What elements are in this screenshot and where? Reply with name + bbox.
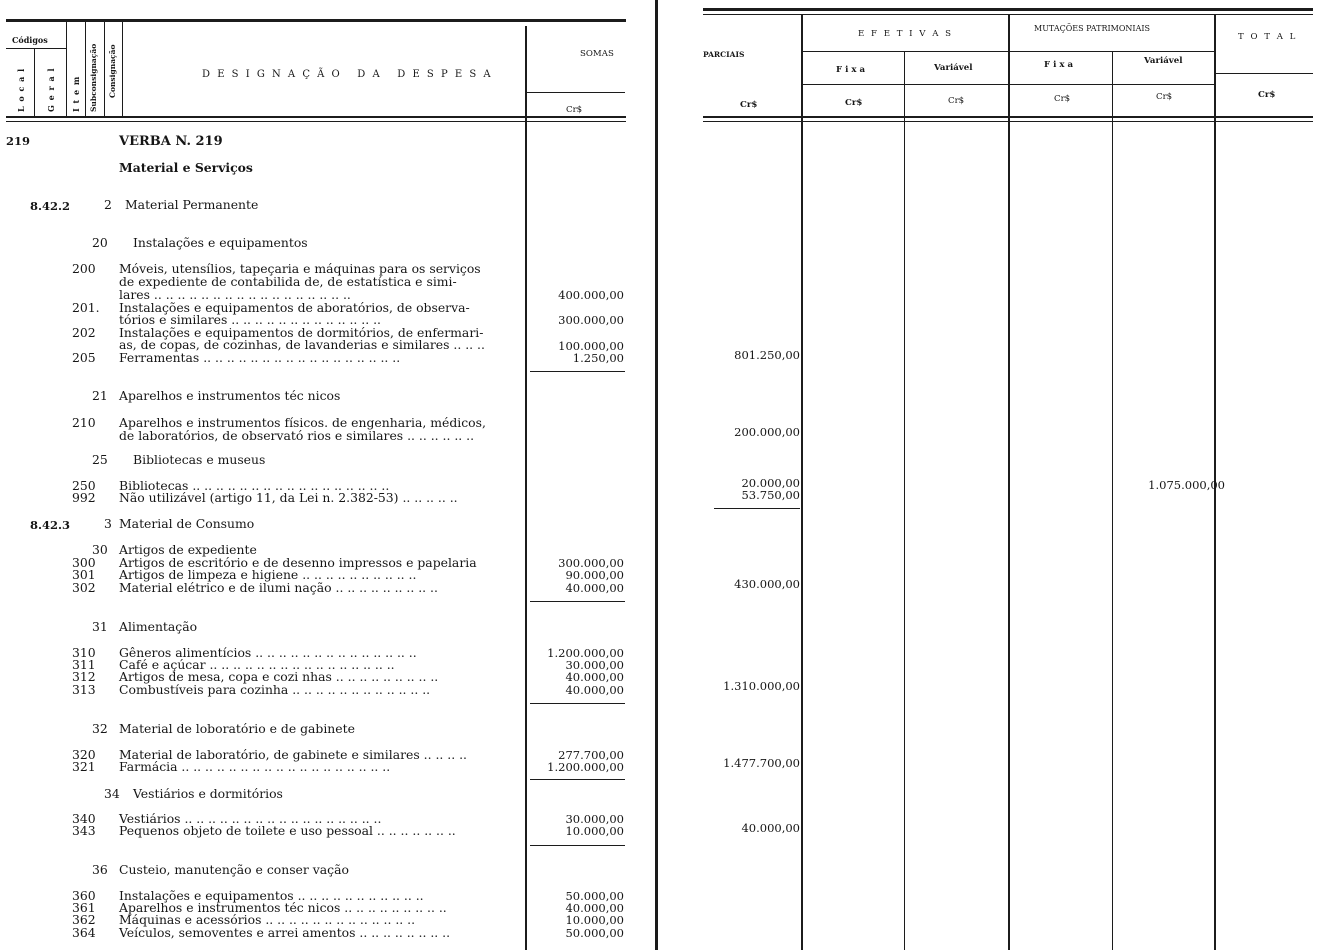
item-line: Vestiários .. .. .. .. .. .. .. .. .. .. .. .. .. .. .. .. ..: [119, 811, 382, 826]
item-line: Artigos de mesa, copa e cozi nhas .. .. .. .. .. .. .. .. ..: [119, 669, 439, 684]
item-value: 40.000,00: [565, 683, 624, 697]
item-code: 201.: [72, 300, 100, 315]
item-value: 10.000,00: [565, 824, 624, 838]
currency-variavel: Cr$: [948, 96, 965, 106]
efetivas-header: E F E T I V A S: [858, 29, 954, 39]
total-header: T O T A L: [1238, 32, 1298, 42]
item-value: 100.000,00: [558, 339, 624, 353]
item-line: de laboratórios, de observató rios e similares .. .. .. .. .. ..: [119, 428, 475, 443]
header-bottom-rule: [6, 116, 626, 118]
fixa-header: F i x a: [836, 65, 866, 75]
item-line: Bibliotecas .. .. .. .. .. .. .. .. .. .. .. .. .. .. .. .. ..: [119, 478, 390, 493]
item-value: 50.000,00: [565, 926, 624, 940]
mut-fixa-col-rule: [1112, 52, 1113, 950]
total-rule: [1216, 73, 1313, 74]
item-line: Instalações e equipamentos de aboratórios, de observa-: [119, 300, 470, 315]
partial-value: 200.000,00: [734, 425, 800, 439]
item-value: 10.000,00: [565, 913, 624, 927]
section-code: 8.42.2: [30, 199, 71, 213]
item-code: 205: [72, 350, 96, 365]
right-page: [676, 0, 1323, 950]
item-code: 310: [72, 645, 96, 660]
item-line: Gêneros alimentícios .. .. .. .. .. .. .. .. .. .. .. .. .. ..: [119, 645, 417, 660]
partial-value: 801.250,00: [734, 348, 800, 362]
subtotal-rule: [530, 779, 625, 780]
partials-rule: [714, 508, 800, 509]
group-num: 25: [92, 452, 108, 467]
currency-parciais: Cr$: [740, 100, 758, 110]
item-code: 362: [72, 912, 96, 927]
item-line: Combustíveis para cozinha .. .. .. .. .. .. .. .. .. .. .. ..: [119, 682, 431, 697]
currency-mut-fixa: Cr$: [1054, 94, 1071, 104]
verba-subtitle: Material e Serviços: [119, 160, 253, 175]
partial-value: 430.000,00: [734, 577, 800, 591]
item-code: 361: [72, 900, 96, 915]
group-num: 31: [92, 619, 108, 634]
fixa-col-rule: [904, 52, 905, 950]
item-value: 40.000,00: [565, 901, 624, 915]
subtotal-rule: [530, 371, 625, 372]
group-num: 34: [104, 786, 120, 801]
item-label: I t e m: [71, 75, 81, 112]
subconsignacao-label: Subconsignação: [89, 43, 98, 112]
item-value: 90.000,00: [565, 568, 624, 582]
header-bottom-rule-2: [6, 121, 626, 122]
partial-value: 53.750,00: [741, 488, 800, 502]
item-line: Ferramentas .. .. .. .. .. .. .. .. .. .. .. .. .. .. .. .. ..: [119, 350, 401, 365]
top-rule: [703, 8, 1313, 11]
item-code: 360: [72, 888, 96, 903]
page-gutter: [655, 0, 658, 950]
mut-fixa-header: F i x a: [1044, 60, 1074, 70]
item-value: 30.000,00: [565, 812, 624, 826]
item-code: 320: [72, 747, 96, 762]
item-code: 250: [72, 478, 96, 493]
item-line: Farmácia .. .. .. .. .. .. .. .. .. .. .. .. .. .. .. .. .. ..: [119, 759, 391, 774]
item-line: Instalações e equipamentos .. .. .. .. .. .. .. .. .. .. ..: [119, 888, 424, 903]
section-num: 2: [104, 197, 112, 212]
group-num: 32: [92, 721, 108, 736]
item-line: Material de laboratório, de gabinete e similares .. .. .. ..: [119, 747, 467, 762]
item-line: lares .. .. .. .. .. .. .. .. .. .. .. .. .. .. .. .. ..: [119, 287, 351, 302]
group-num: 20: [92, 235, 108, 250]
efetivas-underline: [803, 51, 1214, 52]
item-code: 202: [72, 325, 96, 340]
item-value: 300.000,00: [558, 313, 624, 327]
item-code: 321: [72, 759, 96, 774]
section-num: 3: [104, 516, 112, 531]
col-sep: [104, 22, 105, 116]
group-label: Aparelhos e instrumentos téc nicos: [119, 388, 341, 403]
group-num: 36: [92, 862, 108, 877]
somas-header: SOMAS: [580, 49, 614, 59]
item-value: 1.250,00: [572, 351, 624, 365]
partial-value: 20.000,00: [741, 476, 800, 490]
item-code: 300: [72, 555, 96, 570]
partial-value: 1.310.000,00: [723, 679, 800, 693]
section-code: 8.42.3: [30, 518, 71, 532]
group-label: Artigos de expediente: [119, 542, 257, 557]
top-rule: [6, 19, 626, 22]
item-value: 400.000,00: [558, 288, 624, 302]
item-value: 40.000,00: [565, 670, 624, 684]
group-label: Bibliotecas e museus: [133, 452, 266, 467]
item-line: Não utilizável (artigo 11, da Lei n. 2.382-53) .. .. .. .. ..: [119, 490, 458, 505]
designacao-header: D E S I G N A Ç Ã O D A D E S P E S A: [202, 69, 493, 80]
item-line: Máquinas e acessórios .. .. .. .. .. .. .. .. .. .. .. .. ..: [119, 912, 416, 927]
col-sep: [85, 22, 86, 116]
verba-title: VERBA N. 219: [119, 134, 223, 149]
variavel-header: Variável: [934, 63, 973, 73]
item-line: Material elétrico e de ilumi nação .. .. .. .. .. .. .. .. ..: [119, 580, 438, 595]
geral-label: G e r a l: [46, 67, 56, 112]
item-code: 312: [72, 669, 96, 684]
item-value: 1.200.000,00: [547, 760, 624, 774]
currency-fixa: Cr$: [845, 98, 863, 108]
codigos-label: Códigos: [12, 35, 48, 45]
local-label: L o c a l: [16, 67, 26, 112]
item-code: 313: [72, 682, 96, 697]
item-line: Veículos, semoventes e arrei amentos .. .. .. .. .. .. .. ..: [119, 925, 451, 940]
item-code: 340: [72, 811, 96, 826]
item-line: Café e açúcar .. .. .. .. .. .. .. .. .. .. .. .. .. .. .. ..: [119, 657, 395, 672]
parciais-col-rule: [801, 15, 803, 950]
col-sep: [34, 48, 35, 116]
col-sep: [122, 22, 123, 116]
item-code: 302: [72, 580, 96, 595]
group-label: Instalações e equipamentos: [133, 235, 308, 250]
item-line: de expediente de contabilida de, de estatística e simi-: [119, 274, 457, 289]
mutacoes-variavel-value: 1.075.000,00: [1148, 478, 1225, 492]
col-sep: [66, 22, 67, 116]
item-value: 300.000,00: [558, 556, 624, 570]
efetivas-col-rule: [1008, 15, 1010, 950]
item-line: Instalações e equipamentos de dormitórios, de enfermari-: [119, 325, 484, 340]
codigos-underline: [6, 48, 66, 49]
item-line: Aparelhos e instrumentos físicos. de engenharia, médicos,: [119, 415, 486, 430]
item-code: 210: [72, 415, 96, 430]
somas-col-rule: [525, 26, 527, 950]
somas-cur-rule: [527, 92, 625, 93]
currency-total: Cr$: [1258, 90, 1276, 100]
currency-mut-variavel: Cr$: [1156, 92, 1173, 102]
mutacoes-header: MUTAÇÕES PATRIMONIAIS: [1034, 24, 1150, 33]
group-label: Vestiários e dormitórios: [133, 786, 283, 801]
subtotal-rule: [530, 703, 625, 704]
item-value: 30.000,00: [565, 658, 624, 672]
partial-value: 1.477.700,00: [723, 756, 800, 770]
item-line: Aparelhos e instrumentos téc nicos .. .. .. .. .. .. .. .. ..: [119, 900, 447, 915]
subtotal-rule: [530, 601, 625, 602]
subtotal-rule: [530, 845, 625, 846]
item-value: 40.000,00: [565, 581, 624, 595]
item-code: 992: [72, 490, 96, 505]
item-value: 277.700,00: [558, 748, 624, 762]
somas-currency: Cr$: [566, 105, 583, 115]
group-num: 21: [92, 388, 108, 403]
item-value: 1.200.000,00: [547, 646, 624, 660]
item-code: 200: [72, 261, 96, 276]
item-line: tórios e similares .. .. .. .. .. .. .. .. .. .. .. .. ..: [119, 312, 381, 327]
item-value: 50.000,00: [565, 889, 624, 903]
item-line: as, de copas, de cozinhas, de lavanderias e similares .. .. ..: [119, 337, 485, 352]
parciais-header: PARCIAIS: [703, 50, 745, 59]
left-page: [0, 0, 640, 950]
verba-code: 219: [6, 134, 31, 148]
item-line: Pequenos objeto de toilete e uso pessoal .. .. .. .. .. .. ..: [119, 823, 456, 838]
mut-variavel-header: Variável: [1144, 56, 1183, 66]
item-line: Artigos de escritório e de desenno impressos e papelaria: [119, 555, 477, 570]
group-label: Custeio, manutenção e conser vação: [119, 862, 349, 877]
group-label: Material de loboratório e de gabinete: [119, 721, 355, 736]
item-code: 364: [72, 925, 96, 940]
sub-cur-rule: [803, 84, 1214, 85]
group-label: Alimentação: [119, 619, 198, 634]
item-code: 311: [72, 657, 96, 672]
item-code: 343: [72, 823, 96, 838]
group-num: 30: [92, 542, 108, 557]
item-code: 301: [72, 567, 96, 582]
section-label: Material Permanente: [125, 197, 259, 212]
consignacao-label: Consignação: [108, 44, 117, 98]
item-line: Artigos de limpeza e higiene .. .. .. .. .. .. .. .. .. ..: [119, 567, 417, 582]
section-label: Material de Consumo: [119, 516, 255, 531]
partial-value: 40.000,00: [741, 821, 800, 835]
item-line: Móveis, utensílios, tapeçaria e máquinas para os serviços: [119, 261, 481, 276]
